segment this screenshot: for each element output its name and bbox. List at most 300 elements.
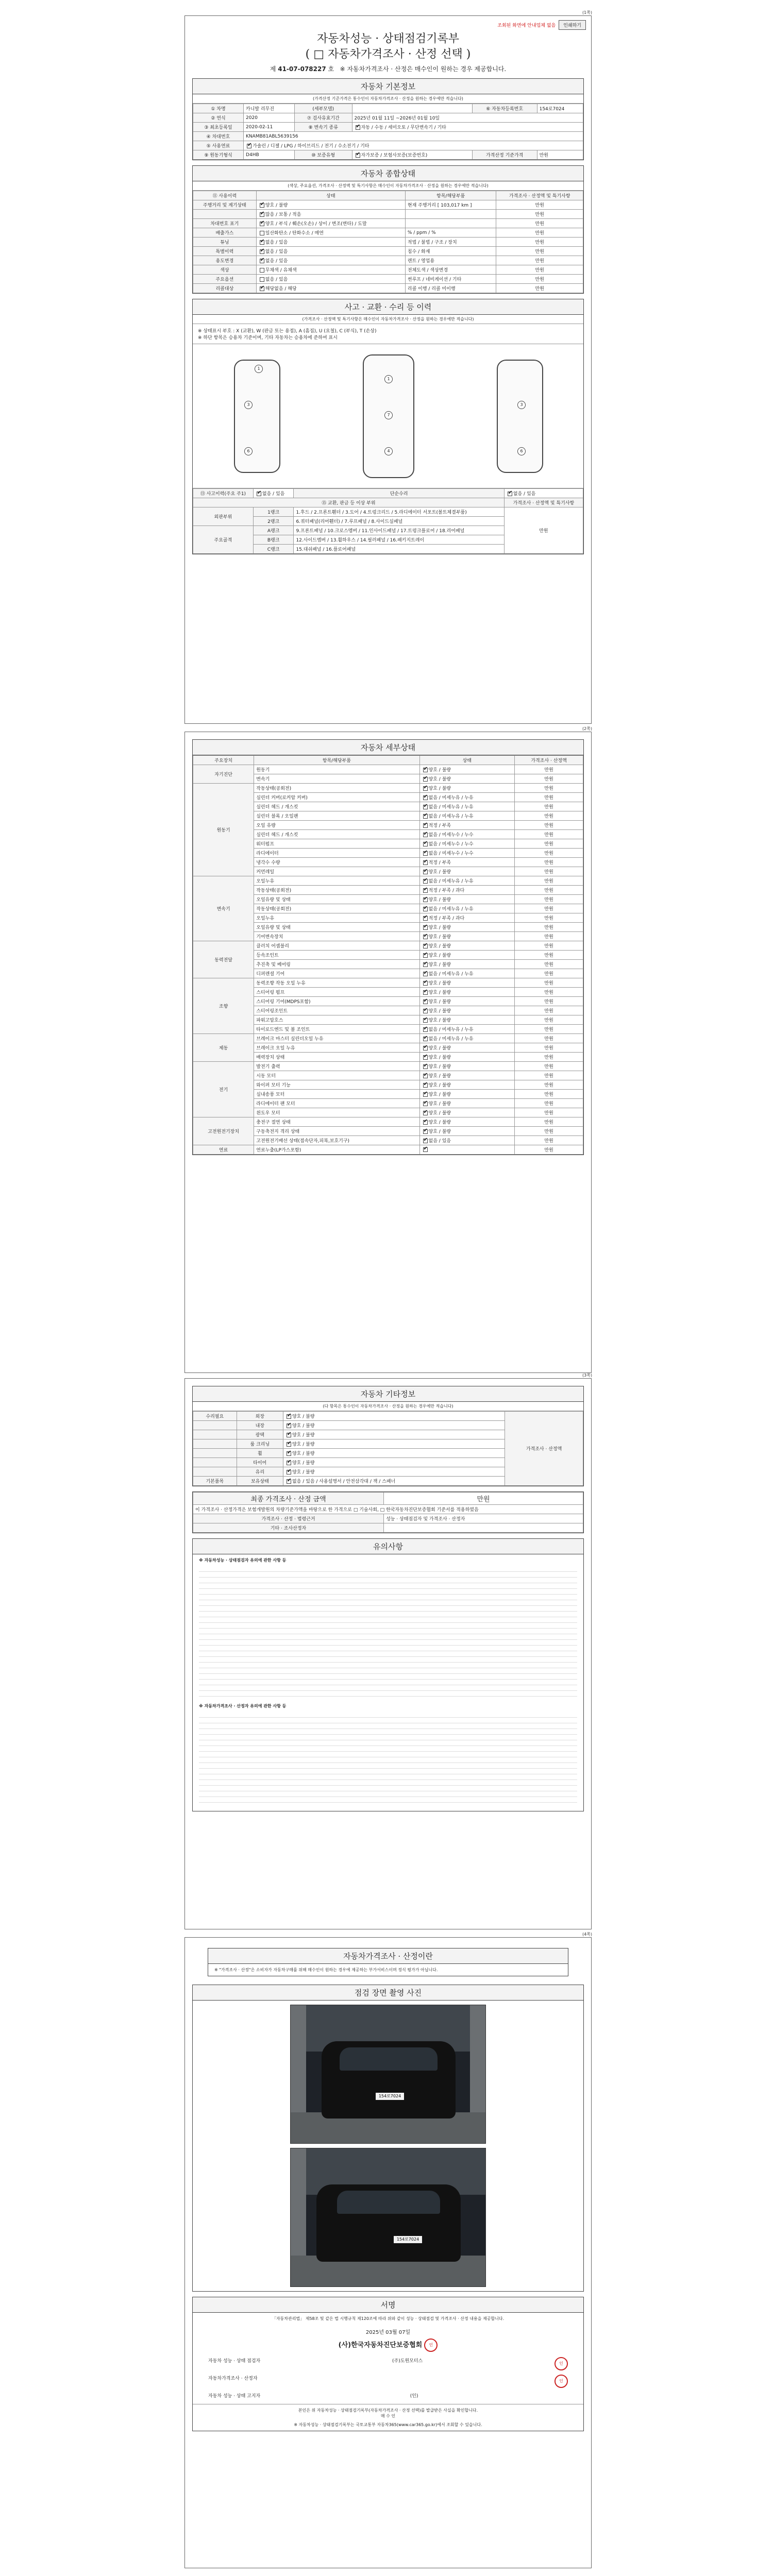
- signer-label: 자동차 성능 · 상태 고지자: [208, 2394, 261, 2399]
- checkbox: [423, 786, 428, 791]
- row-label: 차대번호 표기: [193, 219, 257, 228]
- checkbox: [356, 153, 360, 158]
- col-header: 상태: [256, 191, 405, 200]
- overview-section: [192, 165, 584, 294]
- overview-note: (색상, 주요옵션, 가격조사 · 산정액 및 특기사항은 매수인이 자동차가격조사 · 산정을 원하는 경우에만 적습니다): [193, 181, 583, 191]
- final-unit: 만원: [384, 1493, 583, 1505]
- detail-state-text: 양호 / 불량: [428, 981, 451, 986]
- detail-table: [193, 755, 583, 1155]
- row-state-text: 없음 / 있음: [265, 240, 288, 245]
- detail-item: 오일누유: [254, 876, 419, 886]
- basic-label: ⑤ 사용연료: [193, 141, 244, 150]
- page-number: (2쪽): [582, 726, 592, 731]
- row-detail: 침수 / 화재: [405, 247, 496, 256]
- detail-price: 만원: [515, 1062, 583, 1071]
- detail-state-text: 없음 / 미세누수 / 누수: [428, 851, 474, 856]
- checkbox: [287, 1414, 291, 1419]
- row-detail: % / ppm / %: [405, 228, 496, 238]
- table-row: [193, 1412, 583, 1421]
- row-state: [283, 1467, 505, 1477]
- table-row: [193, 876, 583, 886]
- detail-item: 커먼레일: [254, 867, 419, 876]
- row-state-text: 없음 / 있음 / 사용설명서 / 안전삼각대 / 잭 / 스패너: [292, 1479, 396, 1484]
- checkbox: [423, 1064, 428, 1069]
- checkbox: [423, 1092, 428, 1097]
- checkbox: [423, 1120, 428, 1125]
- caution-text-block: [199, 1712, 577, 1805]
- detail-state: [419, 1025, 515, 1034]
- page-number: (3쪽): [582, 1373, 592, 1378]
- part-marker: 3: [244, 401, 253, 409]
- doc-number-line: [185, 64, 591, 73]
- row-price: 만원: [496, 210, 583, 219]
- table-row: [193, 219, 583, 228]
- row-state-text: 없음 / 있음: [262, 492, 285, 497]
- detail-item: 오일유량 및 상태: [254, 895, 419, 904]
- basic-value: 만원: [537, 150, 583, 160]
- row-label: 주요옵션: [193, 275, 257, 284]
- checkbox: [423, 1139, 428, 1143]
- row-state-text: 없음 / 있음: [265, 277, 288, 282]
- checkbox: [423, 1009, 428, 1013]
- caution-text-block: [199, 1566, 577, 1700]
- detail-state: [419, 895, 515, 904]
- row-label: 보유상태: [237, 1477, 283, 1486]
- detail-price: 만원: [515, 1034, 583, 1043]
- row-state-text: 양호 / 불량: [265, 203, 288, 208]
- title-line-1: 자동차성능 · 상태점검기록부: [316, 32, 459, 45]
- detail-state: [419, 1099, 515, 1108]
- detail-item: 오일누유: [254, 913, 419, 923]
- checkbox: [423, 907, 428, 911]
- row-detail: [405, 219, 496, 228]
- detail-state: [419, 765, 515, 774]
- doc-no-label: 제: [270, 65, 276, 73]
- checkbox: [423, 1129, 428, 1134]
- basic-info-note: (가격산정 기준가격은 통수인이 자동차가격조사 · 산정을 원하는 경우에만 적습니다): [193, 94, 583, 104]
- detail-price: 만원: [515, 978, 583, 988]
- rank-items: 12.사이드멤버 / 13.휠하우스 / 14.필러패널 / 16.패키지트레이: [294, 535, 504, 545]
- detail-item: 등속조인트: [254, 951, 419, 960]
- row-label: 색상: [193, 265, 257, 275]
- top-toolbar: [497, 20, 586, 30]
- basic-label: ④ 차대번호: [193, 132, 244, 141]
- row-group: [193, 1467, 237, 1477]
- row-label: 주행거리 및 계기상태: [193, 200, 257, 210]
- detail-state-text: 없음 / 있음: [428, 1139, 451, 1144]
- row-label: 배출가스: [193, 228, 257, 238]
- row-detail: [405, 210, 496, 219]
- row-label: 외판부위: [193, 507, 254, 526]
- row-price: 만원: [496, 284, 583, 293]
- doc-desc: ※ 자동차가격조사 · 산정은 매수인이 원하는 경우 제공합니다.: [340, 65, 507, 73]
- detail-item: 와이퍼 모터 기능: [254, 1080, 419, 1090]
- rank-items: 9.프론트패널 / 10.크로스멤버 / 11.인사이드패널 / 17.트렁크플로어 / 18.리어패널: [294, 526, 504, 535]
- detail-item: 기어변속장치: [254, 932, 419, 941]
- detail-state-text: 양호 / 불량: [428, 962, 451, 968]
- checkbox: [423, 805, 428, 809]
- detail-price: 만원: [515, 765, 583, 774]
- row-price: 만원: [496, 275, 583, 284]
- checkbox: [423, 1046, 428, 1050]
- signer-row: [193, 2372, 583, 2390]
- row-state-text: 없음 / 있음: [265, 259, 288, 264]
- part-marker: 1: [384, 375, 393, 383]
- detail-price: 만원: [515, 876, 583, 886]
- detail-item: 작동상태(공회전): [254, 886, 419, 895]
- checkbox: [356, 125, 360, 130]
- doc-no: 41-07-078227: [278, 65, 326, 73]
- detail-group: 원동기: [193, 784, 254, 876]
- detail-state-text: 없음 / 미세누수 / 누수: [428, 833, 474, 838]
- table-row: [193, 275, 583, 284]
- accident-table: [193, 488, 583, 554]
- checkbox: [257, 492, 261, 496]
- table-row: [193, 200, 583, 210]
- photo-windshield: [340, 2047, 438, 2071]
- caution-heading: 유의사항: [193, 1539, 583, 1554]
- detail-item: 라디에이터 팬 모터: [254, 1099, 419, 1108]
- basic-info-table: [193, 104, 583, 160]
- row-price: 만원: [496, 256, 583, 265]
- caution-title: ※ 자동차성능 · 상태점검자 유의에 관한 사항 등: [199, 1558, 287, 1563]
- row-price: 만원: [496, 200, 583, 210]
- row-label: [193, 210, 257, 219]
- table-row: [193, 978, 583, 988]
- detail-price: 만원: [515, 1136, 583, 1145]
- detail-price: 만원: [515, 858, 583, 867]
- signer-row: [193, 2355, 583, 2372]
- detail-item: 시동 모터: [254, 1071, 419, 1080]
- signer-seal-icon: 인: [554, 2375, 568, 2388]
- other-value: [384, 1523, 583, 1533]
- basic-value: 154로7024: [537, 104, 583, 113]
- detail-group: 연료: [193, 1145, 254, 1155]
- col-header: 가격조사 · 산정액 및 특기사항: [504, 498, 583, 507]
- detail-item: 구동축전지 격리 상태: [254, 1127, 419, 1136]
- detail-state: [419, 941, 515, 951]
- detail-state-text: 양호 / 불량: [428, 870, 451, 875]
- checkbox: [423, 1037, 428, 1041]
- row-label: 광택: [237, 1430, 283, 1439]
- row-state-text: 없음 / 있음: [265, 249, 288, 255]
- detail-price: 만원: [515, 988, 583, 997]
- detail-group: 변속기: [193, 876, 254, 941]
- detail-state: [419, 802, 515, 811]
- row-group: [193, 1449, 237, 1458]
- detail-state: [419, 784, 515, 793]
- detail-state: [419, 1136, 515, 1145]
- detail-item: 동력조향 작동 오일 누유: [254, 978, 419, 988]
- detail-state: [419, 1108, 515, 1117]
- basic-value: 2020-02-11: [244, 123, 295, 132]
- company-seal-icon: 인: [424, 2338, 438, 2352]
- detail-state: [419, 951, 515, 960]
- detail-state: [419, 839, 515, 849]
- table-row: [193, 1034, 583, 1043]
- detail-heading: 자동차 세부상태: [193, 740, 583, 755]
- checkbox: [287, 1423, 291, 1428]
- detail-state-text: 없음 / 미세누유 / 누유: [428, 805, 474, 810]
- row-detail: 리콜 이행 / 리콜 미이행: [405, 284, 496, 293]
- signer-label: 자동차가격조사 · 산정자: [208, 2376, 258, 2381]
- row-label: 휠: [237, 1449, 283, 1458]
- page-number: (1쪽): [582, 10, 592, 15]
- detail-price: 만원: [515, 802, 583, 811]
- other-label: 기타 · 조사산정자: [193, 1523, 384, 1533]
- table-row: [193, 1145, 583, 1155]
- row-label: 유리: [237, 1467, 283, 1477]
- detail-state: [419, 830, 515, 839]
- col-header: ⑪ 사용이력: [193, 191, 257, 200]
- row-group: [193, 1439, 237, 1449]
- detail-state: [419, 1006, 515, 1015]
- basis-text: 성능 · 상태점검자 및 가격조사 · 산정자: [384, 1514, 583, 1523]
- checkbox: [260, 268, 264, 273]
- detail-state-text: 없음 / 미세누유 / 누유: [428, 1037, 474, 1042]
- row-detail: 현재 주행거리 [ 103,017 km ]: [405, 200, 496, 210]
- detail-state-text: 없음 / 미세누유 / 누유: [428, 814, 474, 819]
- row-state: [253, 489, 294, 498]
- page-4: [184, 1932, 592, 2568]
- detail-item: 실린더 헤드 / 개스킷: [254, 830, 419, 839]
- checkbox: [423, 1083, 428, 1088]
- row-state-text: 양호 / 불량: [292, 1423, 315, 1429]
- detail-item: 실린더 블록 / 오일팬: [254, 811, 419, 821]
- detail-price: 만원: [515, 1006, 583, 1015]
- row-state-text: 양호 / 불량: [292, 1433, 315, 1438]
- detail-state-text: 양호 / 불량: [428, 1092, 451, 1097]
- detail-price: 만원: [515, 895, 583, 904]
- row-state: [256, 238, 405, 247]
- page-1: [184, 10, 592, 724]
- basic-label: ① 차명: [193, 104, 244, 113]
- basic-value: D4HB: [244, 150, 295, 160]
- detail-price: 만원: [515, 1080, 583, 1090]
- detail-item: 파워고압호스: [254, 1015, 419, 1025]
- row-state-text: 양호 / 불량: [292, 1451, 315, 1456]
- row-state: [283, 1430, 505, 1439]
- checkbox: [287, 1461, 291, 1465]
- row-state: [256, 284, 405, 293]
- table-row: [193, 238, 583, 247]
- table-row: [193, 1117, 583, 1127]
- detail-price: 만원: [515, 1127, 583, 1136]
- signature-text: 「자동차관리법」 제58조 및 같은 법 시행규칙 제120조에 따라 위와 같이 성능 · 상태점검 및 가격조사 · 산정 내용을 제공합니다.: [272, 2316, 505, 2321]
- detail-group: 조향: [193, 978, 254, 1034]
- detail-price: 만원: [515, 1117, 583, 1127]
- checkbox: [423, 777, 428, 782]
- accident-legend: [193, 324, 583, 344]
- row-state-text: 해당없음 / 해당: [265, 286, 297, 292]
- row-group: 기본품목: [193, 1477, 237, 1486]
- detail-state: [419, 1015, 515, 1025]
- car-left-view: [234, 360, 280, 473]
- final-heading: 최종 가격조사 · 산정 금액: [193, 1493, 384, 1505]
- col-header: 가격조사 · 산정액 및 특기사항: [496, 191, 583, 200]
- basic-info-heading: 자동차 기본정보: [193, 79, 583, 94]
- row-state-text: 많음 / 보통 / 적음: [265, 212, 301, 217]
- checkbox: [423, 935, 428, 939]
- detail-price: 만원: [515, 830, 583, 839]
- footer-line: 매 수 인: [380, 2414, 396, 2418]
- checkbox: [423, 1147, 428, 1152]
- row-price: 만원: [496, 247, 583, 256]
- detail-item: 라디에이터: [254, 849, 419, 858]
- caution-body: [193, 1554, 583, 1811]
- detail-state: [419, 932, 515, 941]
- detail-state: [419, 1034, 515, 1043]
- detail-item: 원동기: [254, 765, 419, 774]
- checkbox: [423, 999, 428, 1004]
- box-heading: 자동차가격조사 · 산정이란: [208, 1948, 568, 1964]
- detail-price: 만원: [515, 1108, 583, 1117]
- company-name: (사)한국자동차진단보증협회: [338, 2341, 423, 2349]
- detail-price: 만원: [515, 811, 583, 821]
- detail-price: 만원: [515, 1043, 583, 1053]
- detail-item: 윈도우 모터: [254, 1108, 419, 1117]
- detail-state: [419, 821, 515, 830]
- row-state: [256, 228, 405, 238]
- detail-price: 만원: [515, 904, 583, 913]
- row-state: [283, 1439, 505, 1449]
- checkbox: [423, 990, 428, 995]
- basic-info-section: [192, 78, 584, 160]
- detail-price: 만원: [515, 821, 583, 830]
- row-label: 2랭크: [253, 517, 294, 526]
- detail-price: 만원: [515, 997, 583, 1006]
- detail-item: 타이로드엔드 및 볼 조인트: [254, 1025, 419, 1034]
- col-header: 항목/해당부품: [254, 756, 419, 765]
- detail-state-text: 양호 / 불량: [428, 1120, 451, 1125]
- row-detail: 적법 / 불법 / 구조 / 장치: [405, 238, 496, 247]
- basic-label: 가격산정 기준가격: [472, 150, 537, 160]
- detail-state: [419, 1053, 515, 1062]
- table-row: [193, 765, 583, 774]
- checkbox: [260, 240, 264, 245]
- basic-value: 2025년 01월 11일 ~2026년 01월 10일: [352, 113, 583, 123]
- row-state-text: 무채색 / 유채색: [265, 268, 297, 273]
- detail-price: 만원: [515, 886, 583, 895]
- print-button[interactable]: 인쇄하기: [559, 20, 586, 30]
- photo-section: [192, 1985, 584, 2292]
- signature-date: 2025년 03월 07일: [365, 2330, 411, 2335]
- table-row: [193, 256, 583, 265]
- row-state: [283, 1477, 505, 1486]
- detail-price: 만원: [515, 867, 583, 876]
- accident-heading: 사고 · 교환 · 수리 등 이력: [193, 299, 583, 315]
- detail-state: [419, 1080, 515, 1090]
- detail-item: 작동상태(공회전): [254, 904, 419, 913]
- detail-state-text: 적정 / 부족: [428, 860, 451, 866]
- row-group: [193, 1421, 237, 1430]
- detail-item: 냉각수 수량: [254, 858, 419, 867]
- license-plate: 154로7024: [394, 2236, 422, 2243]
- row-state-text: 양호 / 불량: [292, 1442, 315, 1447]
- row-label: 특별이력: [193, 247, 257, 256]
- basic-value: 가솔린 / 디젤 / LPG / 하이브리드 / 전기 / 수소전기 / 기타: [253, 144, 369, 149]
- detail-item: 브레이크 오일 누유: [254, 1043, 419, 1053]
- detail-state-text: 양호 / 불량: [428, 1055, 451, 1060]
- checkbox: [287, 1470, 291, 1475]
- checkbox: [423, 981, 428, 986]
- part-marker: 7: [384, 411, 393, 419]
- checkbox: [287, 1442, 291, 1447]
- row-label: 용도변경: [193, 256, 257, 265]
- checkbox: [260, 203, 264, 208]
- detail-price: 만원: [515, 1015, 583, 1025]
- detail-item: 오일 유량: [254, 821, 419, 830]
- checkbox: [423, 823, 428, 828]
- etc-heading: 자동차 기타정보: [193, 1386, 583, 1402]
- row-label: C랭크: [253, 545, 294, 554]
- inspection-photo-front: [290, 2005, 486, 2144]
- checkbox: [423, 1101, 428, 1106]
- car-right-view: [497, 360, 543, 473]
- checkbox: [260, 259, 264, 263]
- table-row: [193, 1062, 583, 1071]
- detail-item: 실린더 헤드 / 개스킷: [254, 802, 419, 811]
- price-info-box: [208, 1948, 568, 1976]
- legend-line: ※ 하단 항목은 승용차 기준이며, 기타 자동차는 승용차에 준하여 표시: [198, 335, 338, 341]
- detail-state-text: 없음 / 미세누유 / 누유: [428, 907, 474, 912]
- checkbox: [423, 795, 428, 800]
- checkbox: [287, 1433, 291, 1437]
- checkbox: [260, 277, 264, 282]
- detail-state-text: 양호 / 불량: [428, 1083, 451, 1088]
- page-2: [184, 726, 592, 1373]
- row-state: [283, 1412, 505, 1421]
- row-price: 만원: [496, 265, 583, 275]
- detail-state-text: 양호 / 불량: [428, 786, 451, 791]
- row-detail: 썬루프 / 네비게이션 / 기타: [405, 275, 496, 284]
- detail-state: [419, 858, 515, 867]
- checkbox: [423, 962, 428, 967]
- row-label: ⑬ 사고이력(주요 주1): [193, 489, 254, 498]
- part-marker: 4: [384, 447, 393, 455]
- detail-state: [419, 811, 515, 821]
- row-group: 수리필요: [193, 1412, 237, 1421]
- license-plate: 154로7024: [376, 2093, 404, 2100]
- table-row: [193, 784, 583, 793]
- checkbox: [287, 1451, 291, 1456]
- accident-section: [192, 299, 584, 554]
- detail-group: 자기진단: [193, 765, 254, 784]
- detail-price: 만원: [515, 960, 583, 969]
- detail-price: 만원: [515, 932, 583, 941]
- row-detail: 전체도색 / 색상변경: [405, 265, 496, 275]
- basic-value: KNAMB81ABL5639156: [244, 132, 583, 141]
- checkbox: [287, 1479, 291, 1484]
- detail-item: 스티어링 펌프: [254, 988, 419, 997]
- detail-price: 만원: [515, 969, 583, 978]
- signer-value: (인): [410, 2394, 418, 2399]
- signature-section: [192, 2297, 584, 2431]
- detail-state: [419, 886, 515, 895]
- row-label: 단순수리: [294, 489, 504, 498]
- detail-item: 추진축 및 베어링: [254, 960, 419, 969]
- rank-items: 15.대쉬패널 / 16.플로어패널: [294, 545, 504, 554]
- basic-label: ⑩ 보증유형: [295, 150, 352, 160]
- detail-state-text: 적정 / 부족 / 과다: [428, 888, 465, 893]
- detail-item: 실린더 커버(로커암 커버): [254, 793, 419, 802]
- detail-state-text: 양호 / 불량: [428, 1111, 451, 1116]
- row-state: [256, 200, 405, 210]
- checkbox: [260, 222, 264, 226]
- detail-state-text: 없음 / 미세누유 / 누유: [428, 795, 474, 801]
- detail-state: [419, 969, 515, 978]
- col-header: 주요장치: [193, 756, 254, 765]
